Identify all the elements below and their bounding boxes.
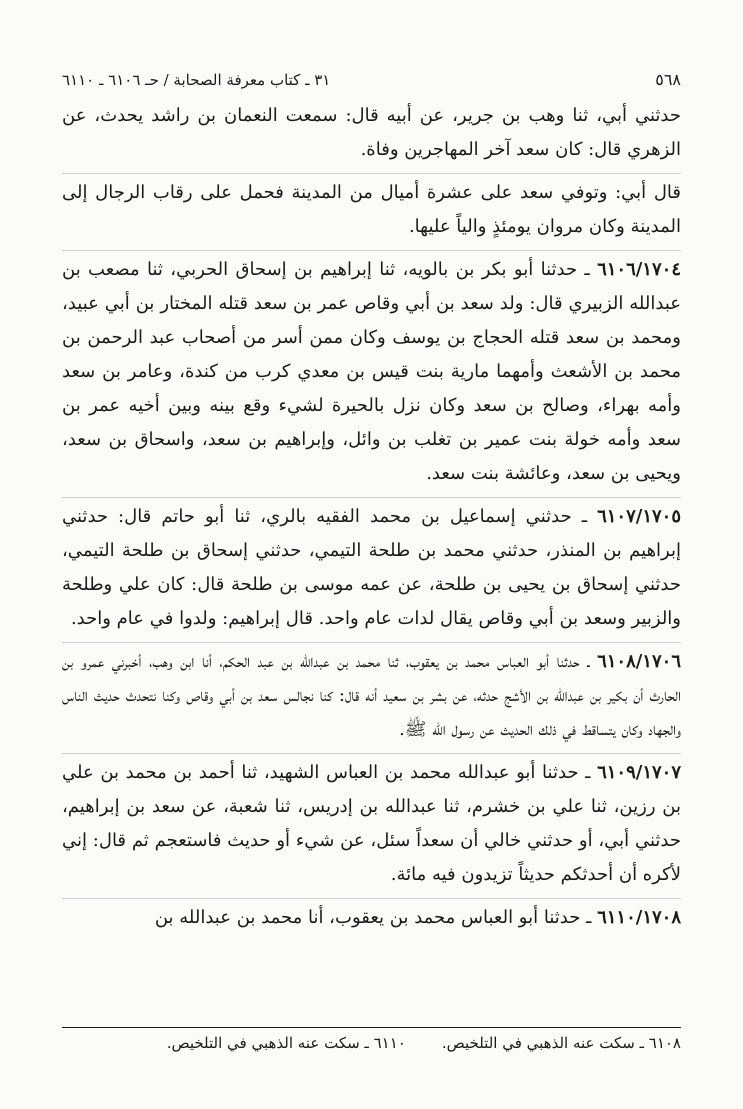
hadith-number: ٦١٠٧/١٧٠٥ — [597, 506, 681, 527]
body-text — [62, 97, 681, 941]
paragraph — [62, 498, 681, 643]
paragraph — [62, 174, 681, 251]
paragraph-text: ـ حدثني إسماعيل بن محمد الفقيه بالري، ثنا أبو حاتم قال: حدثني إبراهيم بن المنذر، حدثني محمد بن طلحة التيمي، حدثني إسحاق بن طلحة التيمي، حدثني إسحاق بن يحيى بن طلحة، عن عمه موسى بن طلحة قال: كان علي وطلحة والزبير وسعد بن أبي وقاص يقال لدات عام واحد. قال إبراهيم: ولدوا في عام واحد. — [62, 506, 681, 629]
paragraph — [62, 97, 681, 174]
footnote-divider — [62, 1027, 681, 1028]
paragraph-text: ـ حدثنا أبو عبدالله محمد بن العباس الشهيد، ثنا أحمد بن محمد بن علي بن رزين، ثنا علي بن خشرم، ثنا عبدالله بن إدريس، ثنا شعبة، عن سعد بن إبراهيم، حدثني أبي، أو حدثني خالي أن سعداً سئل، عن شيء أو حديث فاستعجم ثم قال: إني لأكره أن أحدثكم حديثاً تزيدون فيه مائة. — [62, 762, 681, 885]
paragraph-text: ـ حدثنا أبو العباس محمد بن يعقوب، أنا محمد بن عبدالله بن — [154, 907, 592, 928]
running-title: ٣١ ـ كتاب معرفة الصحابة / حـ ٦١٠٦ ـ ٦١١٠ — [62, 71, 331, 89]
hadith-number: ٦١٠٨/١٧٠٦ — [597, 651, 681, 672]
paragraph-text: حدثني أبي، ثنا وهب بن جرير، عن أبيه قال: سمعت النعمان بن راشد يحدث، عن الزهري قال: كان سعد آخر المهاجرين وفاة. — [62, 105, 681, 160]
paragraph — [62, 754, 681, 899]
paragraph-text: ـ حدثنا أبو العباس محمد بن يعقوب، ثنا محمد بن عبدالله بن عبد الحكم، أنا ابن وهب، أخبرني عمرو بن الحارث أن بكير بن عبدالله بن الأشج حدثه، عن بشر بن سعيد أنه قال: كنا نجالس سعد بن أبي وقاص وكنا نتحدث حديث الناس والجهاد وكان يتساقط في ذلك الحديث عن رسول الله ﷺ. — [62, 651, 681, 740]
paragraph-text: قال أبي: وتوفي سعد على عشرة أميال من المدينة فحمل على رقاب الرجال إلى المدينة وكان مروان يومئذٍ والياً عليها. — [62, 182, 681, 237]
hadith-number: ٦١٠٩/١٧٠٧ — [597, 762, 681, 783]
footnotes — [62, 1034, 681, 1052]
hadith-number: ٦١٠٦/١٧٠٤ — [597, 259, 681, 280]
footnote: ٦١١٠ ـ سكت عنه الذهبي في التلخيص. — [166, 1034, 406, 1052]
paragraph-text: ـ حدثنا أبو بكر بن بالويه، ثنا إبراهيم بن إسحاق الحربي، ثنا مصعب بن عبدالله الزبيري قال: ولد سعد بن أبي وقاص عمر بن سعد قتله المختار بن أبي عبيد، ومحمد بن سعد قتله الحجاج بن يوسف وكان ممن أسر من أصحاب عبد الرحمن بن محمد بن الأشعث وأمهما مارية بنت قيس بن معدي كرب من كندة، وعامر بن سعد وأمه بهراء، وصالح بن سعد وكان نزل بالحيرة لشيء وقع بينه وبين أخيه عمر بن سعد وأمه خولة بنت عمير بن تغلب بن وائل، وإبراهيم بن سعد، واسحاق بن سعد، ويحيى بن سعد، وعائشة بنت سعد. — [62, 259, 681, 484]
hadith-number: ٦١١٠/١٧٠٨ — [597, 907, 681, 928]
footnote: ٦١٠٨ ـ سكت عنه الذهبي في التلخيص. — [441, 1034, 681, 1052]
paragraph — [62, 643, 681, 754]
page-header — [62, 70, 681, 97]
paragraph — [62, 251, 681, 498]
page-number: ٥٦٨ — [655, 70, 681, 89]
paragraph — [62, 899, 681, 941]
